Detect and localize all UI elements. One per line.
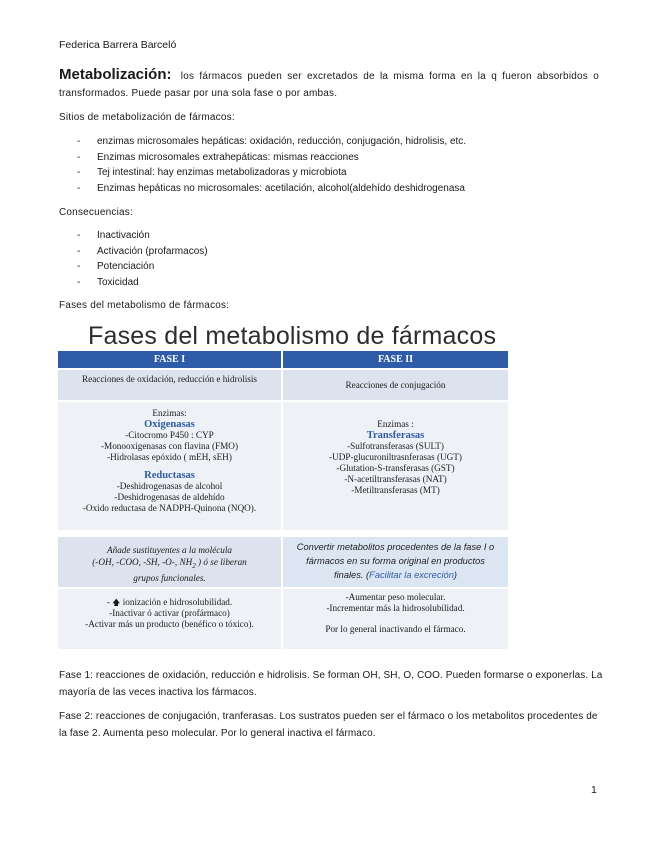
- phase2-convert: Convertir metabolitos procedentes de la fase I o fármacos en su forma original en productos finales. (Facilitar la excreción): [283, 537, 508, 587]
- list-item: - enzimas microsomales hepáticas: oxidación, reducción, conjugación, hidrolisis, etc.: [59, 134, 466, 150]
- effect-item: -Inactivar ó activar (profármaco): [109, 608, 230, 618]
- intro-paragraph: [59, 66, 599, 102]
- enzyme-item: -N-acetiltransferasas (NAT): [344, 474, 447, 484]
- substituents-line: Añade sustituyentes a la molécula: [106, 545, 233, 555]
- fase1-paragraph: Fase 1: reacciones de oxidación, reducción e hidrolisis. Se forman OH, SH, O, COO. Pueden formarse o exponerlas. La mayoría de las veces inactiva los fármacos.: [59, 670, 603, 698]
- sites-title: Sitios de metabolización de fármacos:: [59, 112, 235, 123]
- phase2-enzymes: [283, 402, 508, 530]
- list-item: - Enzimas microsomales extrahepáticas: mismas reacciones: [59, 150, 466, 166]
- substituents-line: (-OH, -COO, -SH, -O-, $NH_2$ ) ó se liberan: [92, 557, 247, 570]
- list-item: - Tej intestinal: hay enzimas metabolizadoras y microbiota: [59, 165, 466, 181]
- phase2-header: FASE II: [283, 351, 508, 368]
- enzyme-item: -Deshidrogenasas de aldehído: [114, 492, 225, 502]
- phases-table: [58, 351, 508, 649]
- general-note: Por lo general inactivando el fármaco.: [325, 624, 466, 634]
- arrow-up-icon: 🡅: [112, 598, 121, 607]
- list-item: - Inactivación: [59, 228, 208, 244]
- phase2-effects: [283, 589, 508, 649]
- fase2-paragraph: Fase 2: reacciones de conjugación, tranferasas. Los sustratos pueden ser el fármaco o los metabolitos procedentes de la fase 2. Aumenta peso molecular. Por lo general inactiva el fármaco.: [59, 711, 598, 739]
- enzyme-item: -Glutation-S-transferasas (GST): [336, 463, 455, 473]
- list-item: - Activación (profarmacos): [59, 244, 208, 260]
- phase1-header: FASE I: [58, 351, 281, 368]
- substituents-line: grupos funcionales.: [133, 572, 206, 583]
- effect-item: -Activar más un producto (benéfico o tóxico).: [85, 619, 254, 629]
- list-item: - Potenciación: [59, 259, 208, 275]
- intro-lead: Metabolización:: [59, 66, 172, 83]
- phase2-enzymes-label: Enzimas :: [377, 419, 414, 429]
- phase2-column: [283, 351, 508, 649]
- phases-title: Fases del metabolismo de fármacos:: [59, 300, 230, 311]
- phase1-column: [58, 351, 281, 649]
- enzyme-item: -Metiltransferasas (MT): [351, 485, 440, 495]
- reductasas-heading: Reductasas: [144, 470, 195, 481]
- enzyme-item: -Sulfotransferasas (SULT): [347, 441, 444, 451]
- consequences-list: [59, 228, 208, 290]
- enzyme-item: -Citocromo P450 : CYP: [125, 430, 214, 440]
- page-number: 1: [591, 784, 597, 796]
- figure-title: Fases del metabolismo de fármacos: [88, 322, 497, 350]
- list-item: - Toxicidad: [59, 275, 208, 291]
- intro-text: los fármacos pueden ser excretados de la misma forma en la q fueron absorbidos o transformados. Puede pasar por una sola fase o por ambas.: [59, 71, 599, 99]
- transferasas-heading: Transferasas: [366, 430, 425, 441]
- list-item: - Enzimas hepáticas no microsomales: acetilación, alcohol(aldehído deshidrogenasa: [59, 181, 466, 197]
- metabolism-figure: [58, 320, 508, 650]
- phase1-reactions: Reacciones de oxidación, reducción e hidrolisis: [58, 370, 281, 400]
- author-name: Federica Barrera Barceló: [59, 39, 177, 51]
- enzyme-item: -Hidrolasas epóxido ( mEH, sEH): [107, 452, 232, 462]
- phase1-effects: [58, 589, 281, 649]
- phase1-substituents: [58, 537, 281, 587]
- enzyme-item: -UDP-glucuroniltrasnferasas (UGT): [329, 452, 462, 462]
- effect-item: - 🡅 ionización e hidrosolubilidad.: [106, 597, 233, 607]
- phase1-enzymes-label: Enzimas:: [152, 408, 187, 418]
- phase1-enzymes: [58, 402, 281, 530]
- oxigenasas-heading: Oxigenasas: [144, 419, 195, 430]
- enzyme-item: -Monooxigenasas con flavina (FMO): [100, 441, 239, 451]
- phase2-reactions: Reacciones de conjugación: [283, 370, 508, 400]
- effect-item: -Aumentar peso molecular.: [345, 592, 446, 602]
- convert-link: Facilitar la excreción: [369, 570, 454, 580]
- enzyme-item: -Oxido reductasa de NADPH-Quinona (NQO).: [82, 503, 257, 513]
- convert-text: Convertir metabolitos procedentes de la fase I o fármacos en su forma original en productos finales. (: [296, 542, 495, 580]
- effect-item: -Incrementar más la hidrosolubilidad.: [326, 603, 465, 613]
- enzyme-item: -Deshidrogenasas de alcohol: [116, 481, 223, 491]
- sites-list: [59, 134, 466, 196]
- consequences-title: Consecuencias:: [59, 207, 133, 218]
